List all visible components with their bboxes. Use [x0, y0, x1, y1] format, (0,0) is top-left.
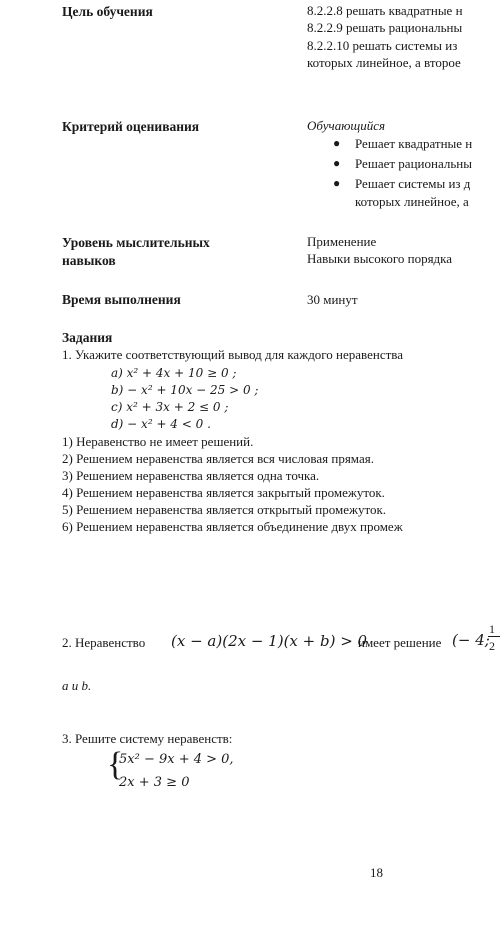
- task3-text: 3. Решите систему неравенств:: [62, 731, 233, 746]
- task3-eq2: 2x + 3 ≥ 0: [119, 775, 190, 790]
- task1-item-c: c) x² + 3x + 2 ≤ 0 ;: [111, 400, 229, 414]
- level-value-1: Применение: [307, 234, 377, 249]
- page-number: 18: [370, 865, 383, 880]
- criteria-label: Критерий оценивания: [62, 119, 200, 134]
- criteria-bullet-2: Решает рациональны: [355, 156, 472, 171]
- bullet-icon: ●: [333, 136, 341, 150]
- task1-item-b: b) − x² + 10x − 25 > 0 ;: [111, 383, 259, 397]
- criteria-bullet-1: Решает квадратные н: [355, 136, 473, 151]
- criteria-bullet-3: Решает системы из д: [355, 176, 471, 191]
- conclusion-6: 6) Решением неравенства является объединение двух промеж: [62, 519, 403, 534]
- task2-middle: имеет решение: [358, 635, 442, 650]
- level-label-1: Уровень мыслительных: [62, 235, 210, 250]
- task1-item-a: a) x² + 4x + 10 ≥ 0 ;: [111, 366, 237, 380]
- task2-frac-den: 2: [489, 639, 495, 653]
- fraction-bar: [488, 636, 500, 637]
- task1-text: 1. Укажите соответствующий вывод для каждого неравенства: [62, 347, 404, 362]
- objective-line-4: которых линейное, а второе: [307, 55, 461, 70]
- conclusion-5: 5) Решением неравенства является открытый промежуток.: [62, 502, 387, 517]
- conclusion-4: 4) Решением неравенства является закрытый промежуток.: [62, 485, 385, 500]
- task1-item-d: d) − x² + 4 < 0 .: [111, 417, 211, 431]
- task2-prefix: 2. Неравенство: [62, 635, 146, 650]
- task3-eq1: 5x² − 9x + 4 > 0,: [119, 752, 234, 767]
- task2-expression: (x − a)(2x − 1)(x + b) > 0: [171, 632, 368, 650]
- level-value-2: Навыки высокого порядка: [307, 251, 453, 266]
- bullet-icon: ●: [333, 176, 341, 190]
- objective-line-3: 8.2.2.10 решать системы из: [307, 38, 458, 53]
- task2-solution-start: (− 4;: [452, 631, 490, 649]
- system-brace: {: [107, 746, 124, 783]
- objective-line-1: 8.2.2.8 решать квадратные н: [307, 3, 463, 18]
- criteria-bullet-tail: которых линейное, а: [355, 194, 469, 209]
- task2-tail: a и b.: [62, 678, 92, 693]
- conclusion-3: 3) Решением неравенства является одна точка.: [62, 468, 320, 483]
- conclusion-1: 1) Неравенство не имеет решений.: [62, 434, 254, 449]
- time-value: 30 минут: [307, 292, 358, 307]
- objective-label: Цель обучения: [62, 4, 153, 19]
- task2-frac-num: 1: [489, 622, 495, 636]
- tasks-heading: Задания: [62, 330, 113, 345]
- time-label: Время выполнения: [62, 292, 181, 307]
- bullet-icon: ●: [333, 156, 341, 170]
- level-label-2: навыков: [62, 253, 116, 268]
- criteria-intro: Обучающийся: [307, 118, 386, 133]
- objective-line-2: 8.2.2.9 решать рациональны: [307, 20, 463, 35]
- conclusion-2: 2) Решением неравенства является вся числовая прямая.: [62, 451, 374, 466]
